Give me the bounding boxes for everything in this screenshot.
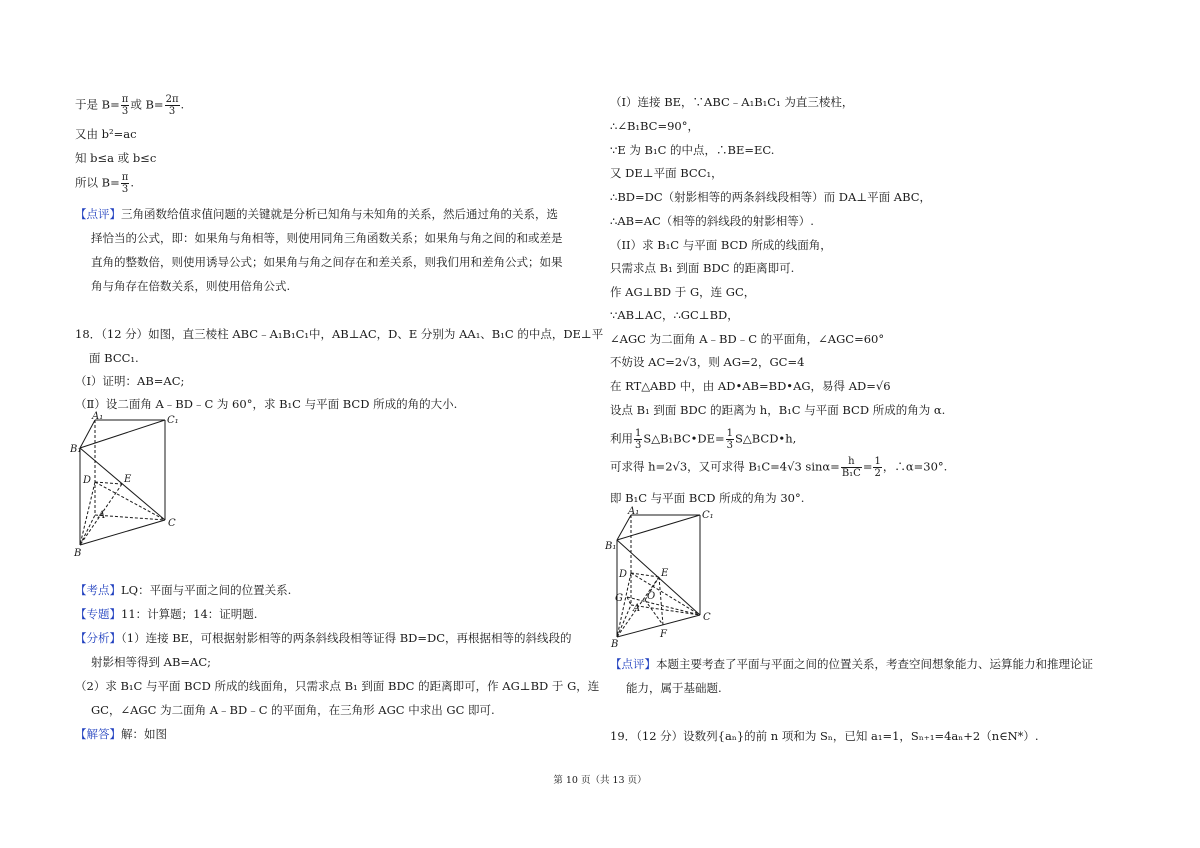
volume-formula-line: 利用 $\frac{1}{3}$ S△B₁BC•DE= $\frac{1}{3}$ S△BCD•h,: [610, 428, 797, 451]
label-D: D: [83, 475, 92, 486]
solution-line: ∴BD=DC（射影相等的两条斜线段相等）而 DA⊥平面 ABC，: [610, 190, 932, 204]
label-O: O: [647, 591, 656, 602]
comment-line: 直角的整数倍，则使用诱导公式；如果角与角之间存在和差关系，则我们用和差角公式；如果: [91, 255, 563, 269]
fenxi-line: GC，∠AGC 为二面角 A﹣BD﹣C 的平面角，在三角形 AGC 中求出 GC 即可.: [91, 703, 495, 717]
kaodian-line: 【考点】LQ：平面与平面之间的位置关系.: [75, 583, 292, 597]
solution-line: 即 B₁C 与平面 BCD 所成的角为 30°.: [610, 491, 805, 505]
question-18-part1: （Ⅰ）证明：AB=AC;: [75, 374, 185, 388]
question-18-part2: （Ⅱ）设二面角 A﹣BD﹣C 为 60°，求 B₁C 与平面 BCD 所成的角的大小.: [75, 397, 458, 411]
label-C: C: [703, 612, 711, 623]
label-A1: A₁: [628, 506, 640, 517]
label-D: D: [619, 569, 628, 580]
question-18: 18．（12 分）如图，直三棱柱 ABC﹣A₁B₁C₁中，AB⊥AC，D、E 分别为 AA₁、B₁C 的中点，DE⊥平: [75, 327, 604, 341]
question-18-cont: 面 BCC₁.: [89, 351, 139, 365]
text-line: 知 b≤a 或 b≤c: [75, 151, 157, 165]
label-B1: B₁: [605, 541, 617, 552]
solution-line: ∴∠B₁BC=90°，: [610, 119, 699, 133]
label-E: E: [124, 474, 132, 485]
comment-line: 择恰当的公式，即：如果角与角相等，则使用同角三角函数关系；如果角与角之间的和或差是: [91, 231, 563, 245]
line-b-result: 所以 B= $\frac{\pi}{3}$ .: [75, 172, 134, 195]
solution-line: （II）求 B₁C 与平面 BCD 所成的线面角，: [610, 238, 832, 252]
question-19: 19．（12 分）设数列{aₙ}的前 n 项和为 Sₙ，已知 a₁=1，Sₙ₊₁=4aₙ+2（n∈N*）.: [610, 729, 1039, 743]
label-C1: C₁: [167, 415, 179, 426]
label-F: F: [660, 629, 667, 640]
label-A1: A₁: [92, 411, 104, 422]
label-G: G: [615, 593, 623, 604]
label-B: B: [74, 548, 82, 559]
fraction: $\frac{h}{\text{B₁C}}$: [841, 456, 861, 479]
solution-line: 作 AG⊥BD 于 G，连 GC，: [610, 285, 756, 299]
comment-tag: 【点评】: [75, 207, 121, 221]
label-C: C: [168, 518, 176, 529]
solution-line: ∠AGC 为二面角 A﹣BD﹣C 的平面角，∠AGC=60°: [610, 332, 885, 346]
solution-line: ∴AB=AC（相等的斜线段的射影相等）.: [610, 214, 814, 228]
fraction: $\frac{\pi}{3}$: [121, 172, 129, 195]
comment-line: 角与角存在倍数关系，则使用倍角公式.: [91, 279, 291, 293]
prism-figure-1: [70, 410, 255, 560]
fraction: $\frac{\pi}{3}$: [121, 94, 129, 117]
fraction: $\frac{2\pi}{3}$: [165, 94, 179, 117]
solution-line: （I）连接 BE，∵ABC﹣A₁B₁C₁ 为直三棱柱，: [610, 95, 854, 109]
zhuanti-line: 【专题】11：计算题；14：证明题.: [75, 607, 258, 621]
solution-line: 设点 B₁ 到面 BDC 的距离为 h，B₁C 与平面 BCD 所成的角为 α.: [610, 403, 946, 417]
solution-line: ∵AB⊥AC，∴GC⊥BD，: [610, 308, 739, 322]
label-A: A: [98, 510, 106, 521]
prism-figure-2: [605, 505, 790, 650]
comment-line: 【点评】三角函数给值求值问题的关键就是分析已知角与未知角的关系，然后通过角的关系，选: [75, 207, 558, 221]
page-footer: 第 10 页（共 13 页）: [553, 775, 647, 786]
line-b-value: 于是 B= $\frac{\pi}{3}$ 或 B= $\frac{2\pi}{3}$ .: [75, 94, 185, 117]
fenxi-line: （2）求 B₁C 与平面 BCD 所成的线面角，只需求点 B₁ 到面 BDC 的距离即可，作 AG⊥BD 于 G，连: [75, 679, 600, 693]
fenxi-line: 【分析】（1）连接 BE，可根据射影相等的两条斜线段相等证得 BD=DC，再根据相等的斜线段的: [75, 631, 572, 645]
dianping-line: 【点评】本题主要考查了平面与平面之间的位置关系，考查空间想象能力、运算能力和推理论证: [610, 657, 1093, 671]
label-B: B: [611, 639, 619, 650]
solution-line: 只需求点 B₁ 到面 BDC 的距离即可.: [610, 261, 795, 275]
solution-line: 不妨设 AC=2√3，则 AG=2，GC=4: [610, 355, 805, 369]
solution-line: ∵E 为 B₁C 的中点，∴BE=EC.: [610, 143, 775, 157]
solution-line: 在 RT△ABD 中，由 AD•AB=BD•AG，易得 AD=√6: [610, 379, 891, 393]
fenxi-line: 射影相等得到 AB=AC;: [91, 655, 212, 669]
fraction: $\frac{1}{3}$: [635, 428, 642, 451]
fraction: $\frac{1}{2}$: [874, 456, 881, 479]
label-E: E: [661, 568, 669, 579]
fraction: $\frac{1}{3}$: [726, 428, 734, 451]
solution-line: 又 DE⊥平面 BCC₁，: [610, 166, 723, 180]
dianping-line: 能力，属于基础题.: [626, 681, 722, 695]
jieda-line: 【解答】解：如图: [75, 727, 167, 741]
label-C1: C₁: [702, 510, 714, 521]
text-line: 又由 b²=ac: [75, 127, 137, 141]
label-B1: B₁: [70, 444, 82, 455]
label-A: A: [633, 603, 641, 614]
sin-formula-line: 可求得 h=2√3，又可求得 B₁C=4√3 sinα= $\frac{h}{\text{B₁C}}$ = $\frac{1}{2}$ ，∴α=30°.: [610, 456, 948, 479]
